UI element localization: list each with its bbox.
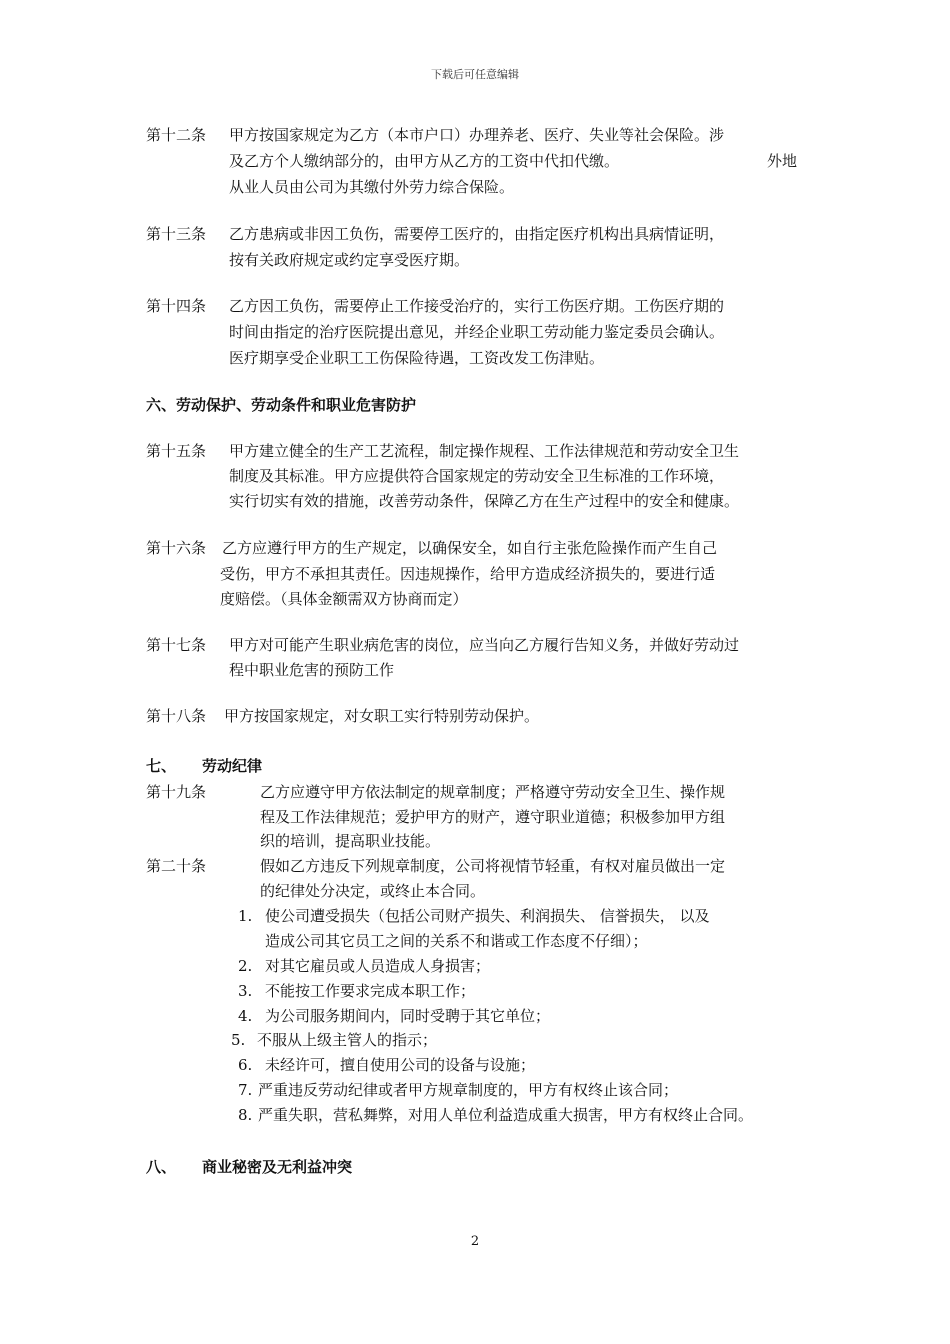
- list-item-text: 使公司遭受损失（包括公司财产损失、利润损失、 信誉损失， 以及: [265, 907, 710, 925]
- list-item-number: 4.: [238, 1007, 253, 1025]
- article-15-line-2: 制度及其标准。甲方应提供符合国家规定的劳动安全卫生标准的工作环境，: [229, 467, 725, 485]
- article-17-line-2: 程中职业危害的预防工作: [229, 661, 395, 679]
- article-12-line-2-end: 外地: [767, 152, 798, 170]
- list-item-text: 不能按工作要求完成本职工作；: [265, 982, 476, 1000]
- list-item-number: 1.: [238, 907, 253, 925]
- article-12-label: 第十二条: [146, 126, 207, 144]
- article-17-label: 第十七条: [146, 636, 207, 654]
- list-item-number: 2.: [238, 957, 253, 975]
- list-item-text: 为公司服务期间内，同时受聘于其它单位；: [265, 1007, 551, 1025]
- article-15-line-1: 甲方建立健全的生产工艺流程，制定操作规程、工作法律规范和劳动安全卫生: [229, 442, 740, 460]
- article-14-line-3: 医疗期享受企业职工工伤保险待遇，工资改发工伤津贴。: [229, 349, 605, 367]
- section-7-number: 七、: [146, 757, 177, 775]
- article-12-line-2: 及乙方个人缴纳部分的，由甲方从乙方的工资中代扣代缴。: [229, 152, 620, 170]
- section-8-heading: 商业秘密及无利益冲突: [202, 1158, 353, 1176]
- article-19-line-1: 乙方应遵守甲方依法制定的规章制度；严格遵守劳动安全卫生、操作规: [260, 783, 726, 801]
- article-20-label: 第二十条: [146, 857, 207, 875]
- article-14-line-2: 时间由指定的治疗医院提出意见，并经企业职工劳动能力鉴定委员会确认。: [229, 323, 725, 341]
- article-17-line-1: 甲方对可能产生职业病危害的岗位，应当向乙方履行告知义务，并做好劳动过: [229, 636, 740, 654]
- list-item-text: 严重失职，营私舞弊，对用人单位利益造成重大损害，甲方有权终止合同。: [258, 1106, 754, 1124]
- article-19-line-2: 程及工作法律规范；爱护甲方的财产，遵守职业道德；积极参加甲方组: [260, 808, 726, 826]
- article-15-label: 第十五条: [146, 442, 207, 460]
- article-13-label: 第十三条: [146, 225, 207, 243]
- article-14-label: 第十四条: [146, 297, 207, 315]
- list-item-number: 5.: [231, 1031, 246, 1049]
- article-18-line-1: 甲方按国家规定，对女职工实行特别劳动保护。: [224, 707, 540, 725]
- article-16-line-2: 受伤，甲方不承担其责任。因违规操作，给甲方造成经济损失的，要进行适: [220, 565, 716, 583]
- article-14-line-1: 乙方因工负伤，需要停止工作接受治疗的，实行工伤医疗期。工伤医疗期的: [229, 297, 725, 315]
- article-16-line-3: 度赔偿。（具体金额需双方协商而定）: [220, 590, 468, 608]
- list-item-number: 8.: [238, 1106, 253, 1124]
- list-item-text: 不服从上级主管人的指示；: [257, 1031, 438, 1049]
- section-8-number: 八、: [146, 1158, 177, 1176]
- article-12-line-3: 从业人员由公司为其缴付外劳力综合保险。: [229, 178, 515, 196]
- article-19-line-3: 织的培训，提高职业技能。: [260, 832, 441, 850]
- article-12-line-1: 甲方按国家规定为乙方（本市户口）办理养老、医疗、失业等社会保险。涉: [229, 126, 725, 144]
- list-item-number: 6.: [238, 1056, 253, 1074]
- list-item-text: 严重违反劳动纪律或者甲方规章制度的，甲方有权终止该合同；: [258, 1081, 679, 1099]
- list-item-text: 未经许可，擅自使用公司的设备与设施；: [265, 1056, 536, 1074]
- section-6-heading: 六、劳动保护、劳动条件和职业危害防护: [146, 396, 417, 414]
- article-20-line-1: 假如乙方违反下列规章制度，公司将视情节轻重，有权对雇员做出一定: [260, 857, 726, 875]
- list-item-number: 7.: [238, 1081, 253, 1099]
- article-16-line-1: 乙方应遵行甲方的生产规定，以确保安全，如自行主张危险操作而产生自己: [222, 539, 718, 557]
- page-number: 2: [470, 1234, 480, 1249]
- article-13-line-1: 乙方患病或非因工负伤，需要停工医疗的，由指定医疗机构出具病情证明，: [229, 225, 725, 243]
- article-16-label: 第十六条: [146, 539, 207, 557]
- page-header: 下载后可任意编辑: [431, 68, 519, 81]
- list-item-number: 3.: [238, 982, 253, 1000]
- article-19-label: 第十九条: [146, 783, 207, 801]
- article-20-line-2: 的纪律处分决定，或终止本合同。: [260, 882, 486, 900]
- section-7-heading: 劳动纪律: [202, 757, 263, 775]
- list-item-text-continued: 造成公司其它员工之间的关系不和谐或工作态度不仔细）；: [265, 932, 648, 950]
- list-item-text: 对其它雇员或人员造成人身损害；: [265, 957, 491, 975]
- article-18-label: 第十八条: [146, 707, 207, 725]
- article-15-line-3: 实行切实有效的措施，改善劳动条件，保障乙方在生产过程中的安全和健康。: [229, 492, 740, 510]
- article-13-line-2: 按有关政府规定或约定享受医疗期。: [229, 251, 470, 269]
